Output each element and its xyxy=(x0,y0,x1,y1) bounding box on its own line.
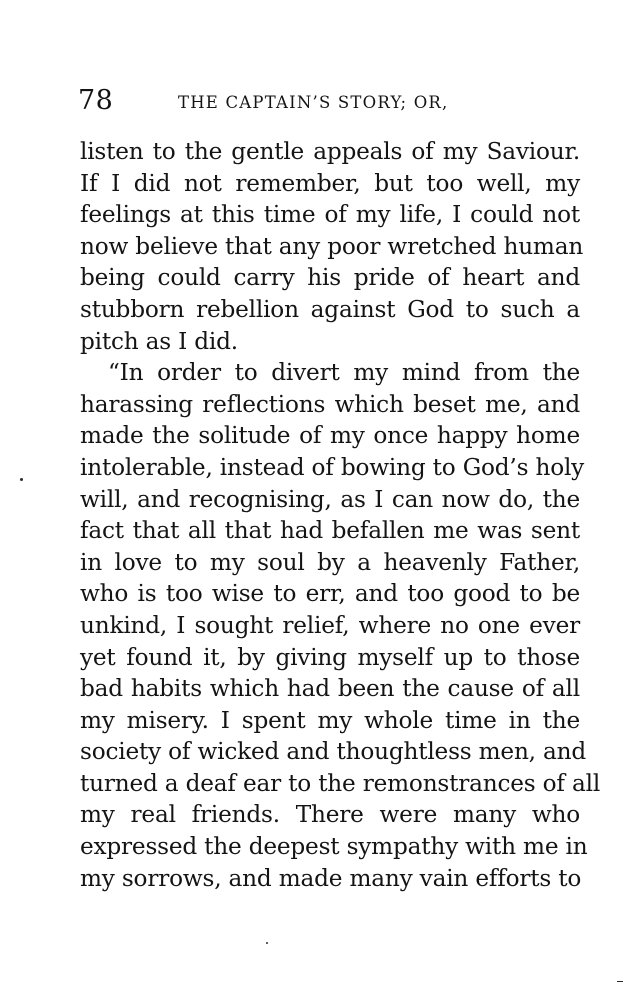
text-line: stubborn rebellion against God to such a xyxy=(80,295,580,323)
text-line: harassing reflections which beset me, and xyxy=(80,390,580,418)
text-line: my real friends. There were many who xyxy=(80,801,580,829)
text-line: will, and recognising, as I can now do, the xyxy=(80,485,580,513)
text-line: expressed the deepest sympathy with me in xyxy=(80,833,588,861)
text-line: my misery. I spent my whole time in the xyxy=(80,706,580,734)
text-line: my sorrows, and made many vain efforts to xyxy=(80,864,582,892)
text-line: society of wicked and thoughtless men, and xyxy=(80,738,587,766)
text-line: unkind, I sought relief, where no one ever xyxy=(80,611,580,639)
text-line: yet found it, by giving myself up to those xyxy=(80,643,580,671)
text-line: being could carry his pride of heart and xyxy=(80,264,580,292)
text-line: If I did not remember, but too well, my xyxy=(80,169,580,197)
text-line: who is too wise to err, and too good to be xyxy=(80,580,580,608)
scan-speck xyxy=(20,478,23,481)
text-line: now believe that any poor wretched human xyxy=(80,232,584,260)
text-line: fact that all that had befallen me was sent xyxy=(80,517,580,545)
scan-speck xyxy=(617,981,623,982)
page-number: 78 xyxy=(78,85,114,116)
running-head: THE CAPTAIN’S STORY; OR, xyxy=(178,93,449,112)
text-line: feelings at this time of my life, I could not xyxy=(80,201,580,229)
text-line: intolerable, instead of bowing to God’s holy xyxy=(80,453,585,481)
paragraph-start-line: “In order to divert my mind from the xyxy=(108,359,580,387)
text-line: listen to the gentle appeals of my Saviour. xyxy=(80,138,580,165)
text-line: in love to my soul by a heavenly Father, xyxy=(80,548,580,576)
scan-speck xyxy=(266,942,269,945)
page-header xyxy=(78,86,548,122)
text-line: made the solitude of my once happy home xyxy=(80,422,580,450)
text-line: pitch as I did. xyxy=(80,327,238,355)
body-text xyxy=(80,136,601,894)
text-line: bad habits which had been the cause of all xyxy=(80,675,580,703)
text-line: turned a deaf ear to the remonstrances of all xyxy=(80,769,601,797)
